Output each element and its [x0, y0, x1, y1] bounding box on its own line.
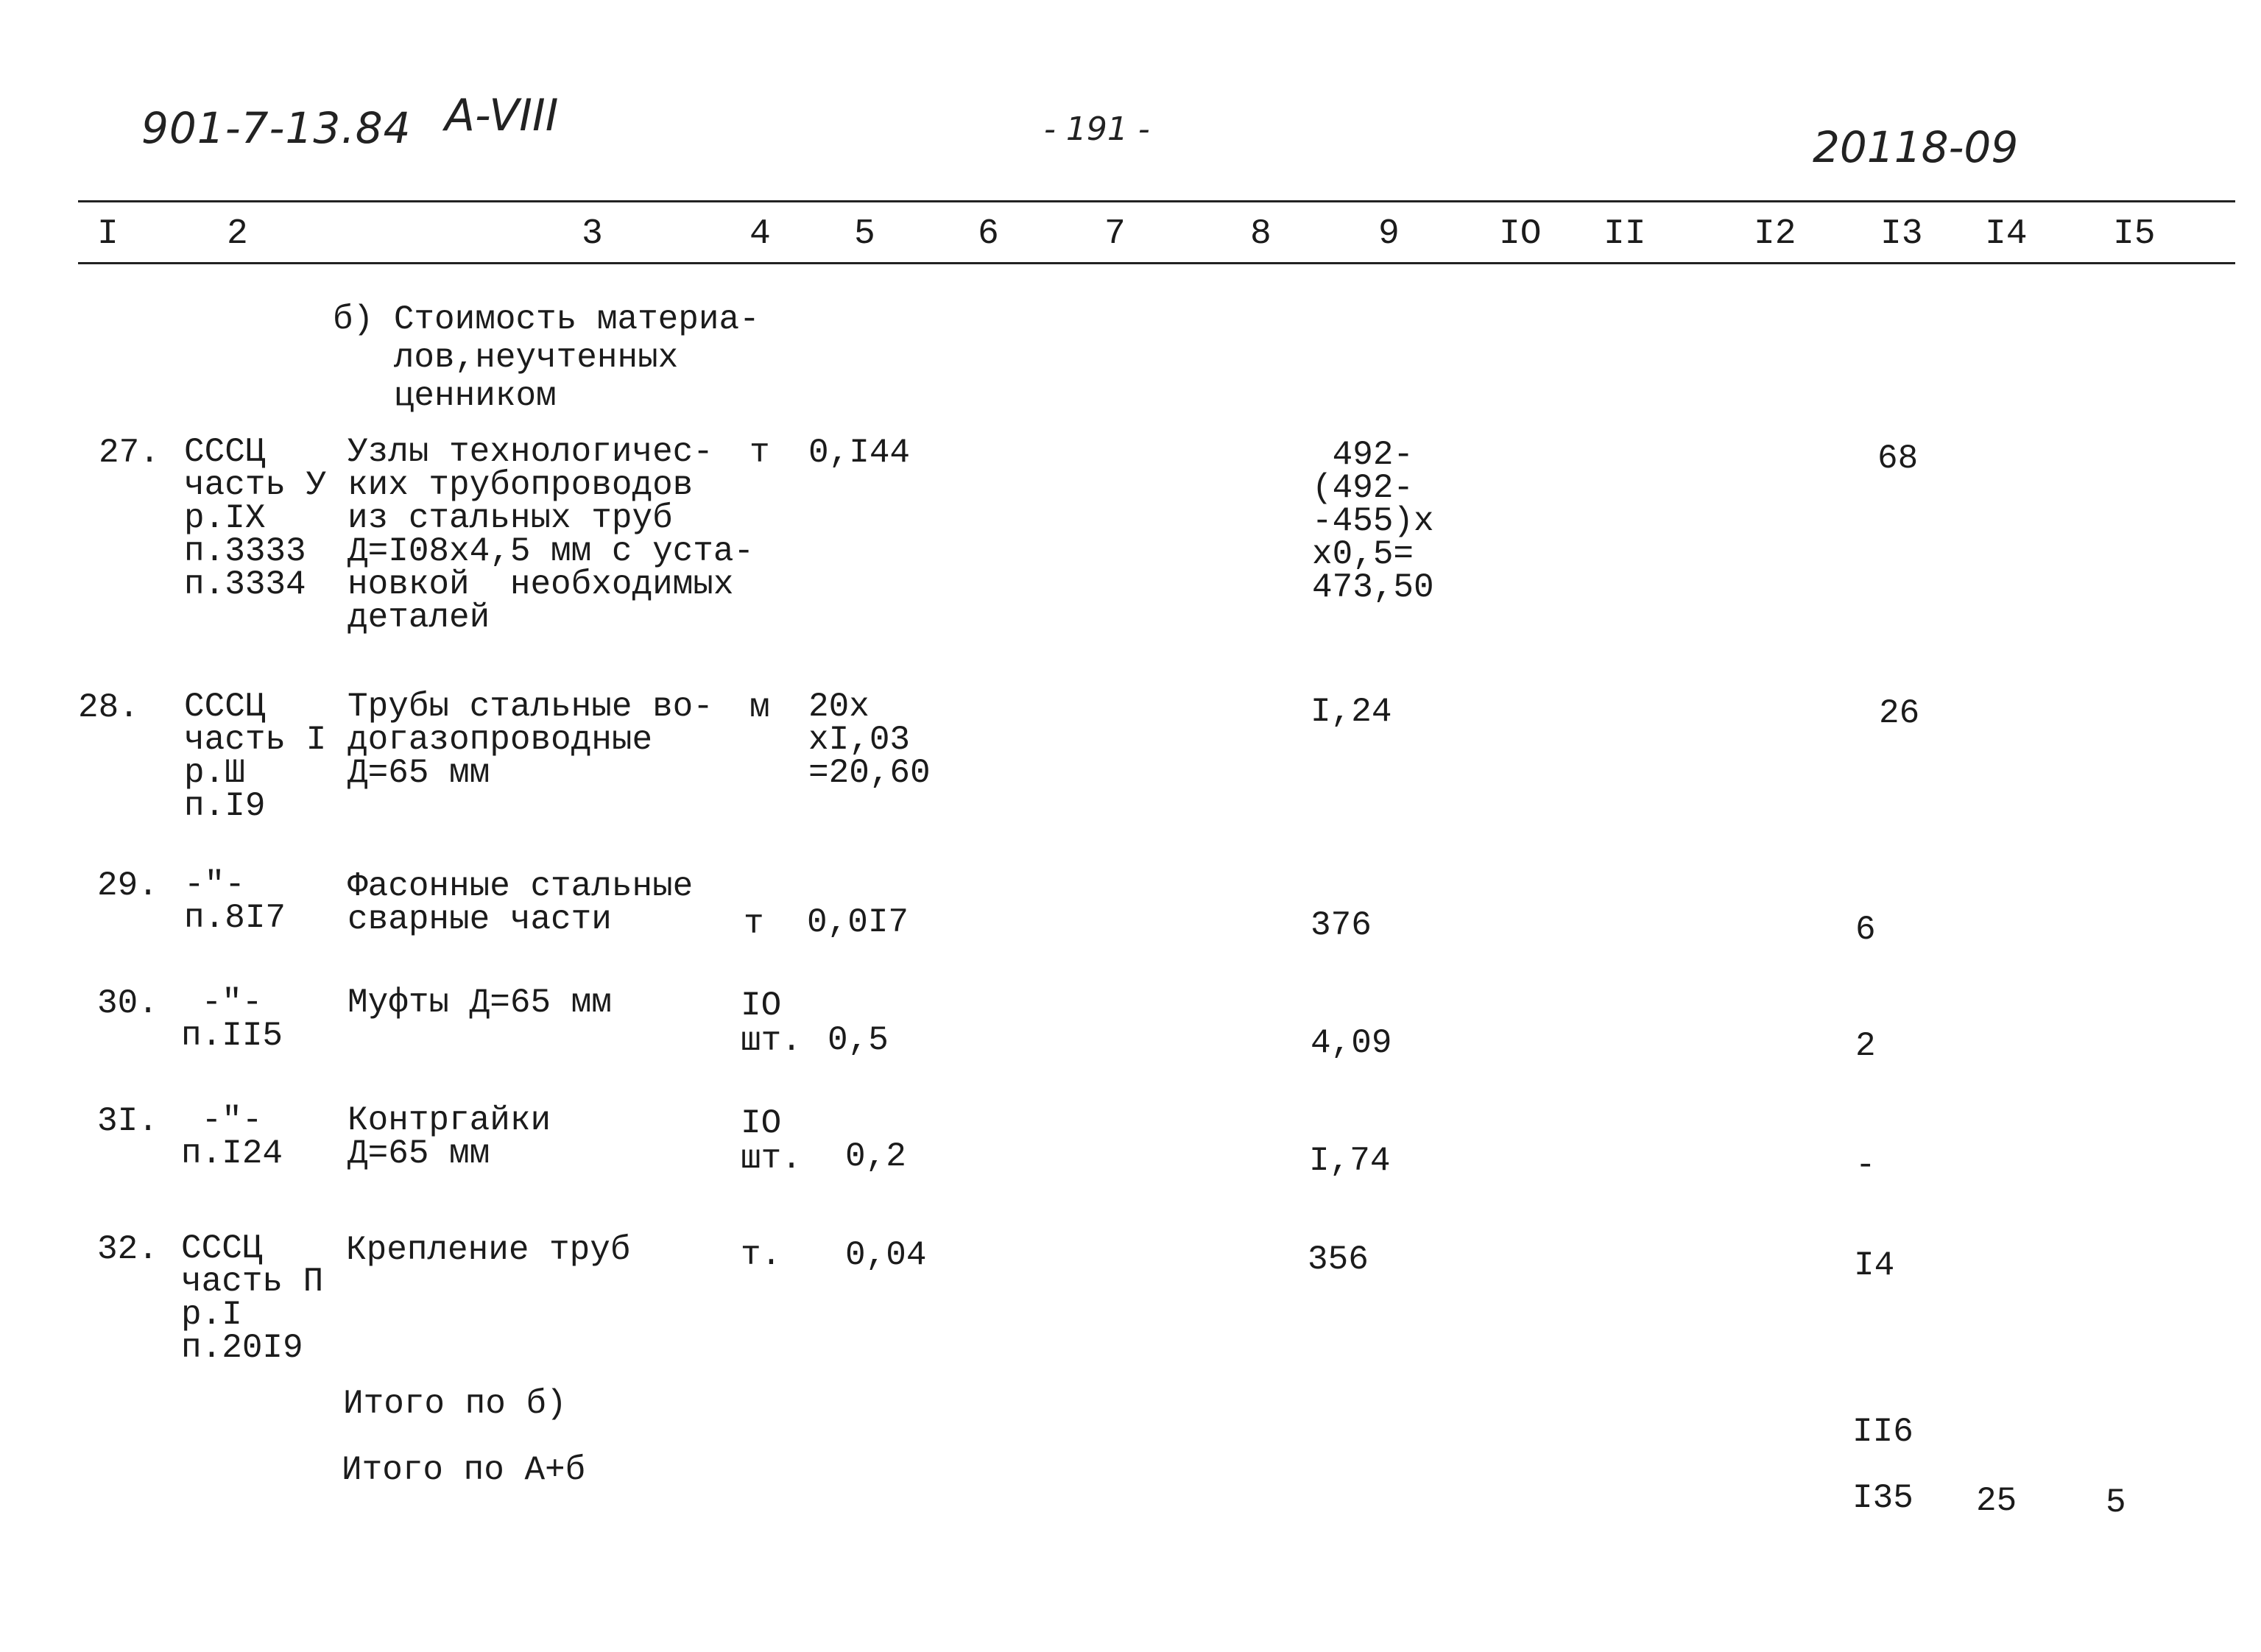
page-number: - 191 - [1044, 110, 1150, 148]
column-header-13: I3 [1880, 214, 1923, 254]
row-code: СССЦ часть У р.IX п.3333 п.3334 [184, 433, 327, 604]
row-name: Крепление труб [346, 1231, 631, 1269]
table-top-rule [78, 200, 2235, 202]
document-code: 901-7-13.84 [141, 103, 412, 153]
row-unit: т [749, 434, 770, 472]
column-header-10: IO [1499, 214, 1542, 254]
section-title: б) Стоимость материа- лов,неучтенных ценником [333, 300, 760, 415]
row-number: 32. [97, 1230, 158, 1268]
column-header-15: I5 [2113, 214, 2156, 254]
column-header-8: 8 [1250, 214, 1271, 254]
column-header-11: II [1604, 214, 1646, 254]
row-name: Муфты Д=65 мм [348, 984, 612, 1022]
column-header-4: 4 [749, 214, 771, 254]
table-header-bottom-rule [78, 262, 2235, 264]
row-total: 68 [1877, 440, 1919, 478]
row-name: Фасонные стальные сварные части [348, 867, 694, 939]
row-code: -"- п.8I7 [184, 866, 286, 937]
row-price: 376 [1311, 906, 1372, 945]
row-price: 356 [1308, 1240, 1369, 1279]
row-unit: IO шт. [741, 986, 802, 1060]
row-number: 3I. [97, 1102, 158, 1140]
grand-total-col15: 5 [2106, 1483, 2126, 1522]
row-code: СССЦ часть П р.I п.20I9 [181, 1229, 324, 1367]
row-price: I,24 [1311, 693, 1392, 731]
row-total: 2 [1855, 1027, 1876, 1065]
row-number: 28. [78, 688, 139, 727]
column-header-9: 9 [1378, 214, 1400, 254]
row-total: I4 [1854, 1246, 1895, 1285]
row-unit: IO шт. [741, 1104, 802, 1178]
row-price: 492- (492- -455)х х0,5= 473,50 [1312, 436, 1434, 607]
row-total: 6 [1855, 911, 1876, 949]
row-number: 30. [97, 984, 158, 1023]
row-unit: т [744, 905, 764, 943]
row-code: -"- п.I24 [181, 1101, 283, 1173]
row-qty: 20х хI,03 =20,60 [808, 688, 931, 792]
row-qty: 0,04 [845, 1236, 927, 1274]
grand-total-col13: I35 [1852, 1479, 1913, 1517]
row-unit: т. [741, 1236, 782, 1274]
archive-number: 20118-09 [1813, 122, 2019, 172]
column-header-12: I2 [1754, 214, 1796, 254]
album-number: A-VIII [445, 90, 559, 141]
row-price: 4,09 [1311, 1024, 1392, 1062]
subtotal-label: Итого по б) [343, 1385, 567, 1423]
grand-total-col14: 25 [1976, 1482, 2017, 1520]
column-header-5: 5 [854, 214, 875, 254]
column-header-2: 2 [227, 214, 248, 254]
row-name: Трубы стальные во- догазопроводные Д=65 мм [348, 688, 713, 792]
row-qty: 0,I44 [808, 434, 911, 472]
row-total: - [1855, 1146, 1876, 1185]
grand-total-label: Итого по А+б [342, 1451, 586, 1489]
column-header-6: 6 [978, 214, 999, 254]
column-header-3: 3 [582, 214, 603, 254]
row-price: I,74 [1309, 1142, 1391, 1180]
row-number: 27. [99, 434, 160, 472]
subtotal-value: II6 [1852, 1413, 1913, 1451]
row-number: 29. [97, 866, 158, 905]
row-qty: 0,2 [845, 1137, 906, 1176]
row-qty: 0,0I7 [807, 903, 909, 942]
row-code: СССЦ часть I р.Ш п.I9 [184, 688, 327, 825]
column-header-1: I [97, 214, 119, 254]
row-name: Контргайки Д=65 мм [348, 1101, 551, 1173]
row-name: Узлы технологичес- ких трубопроводов из стальных труб Д=I08х4,5 мм с уста- новкой необходимых деталей [348, 433, 755, 637]
row-unit: м [749, 688, 770, 727]
column-header-7: 7 [1104, 214, 1126, 254]
row-code: -"- п.II5 [181, 984, 283, 1055]
row-total: 26 [1879, 694, 1920, 733]
column-header-14: I4 [1985, 214, 2028, 254]
row-qty: 0,5 [828, 1021, 889, 1059]
